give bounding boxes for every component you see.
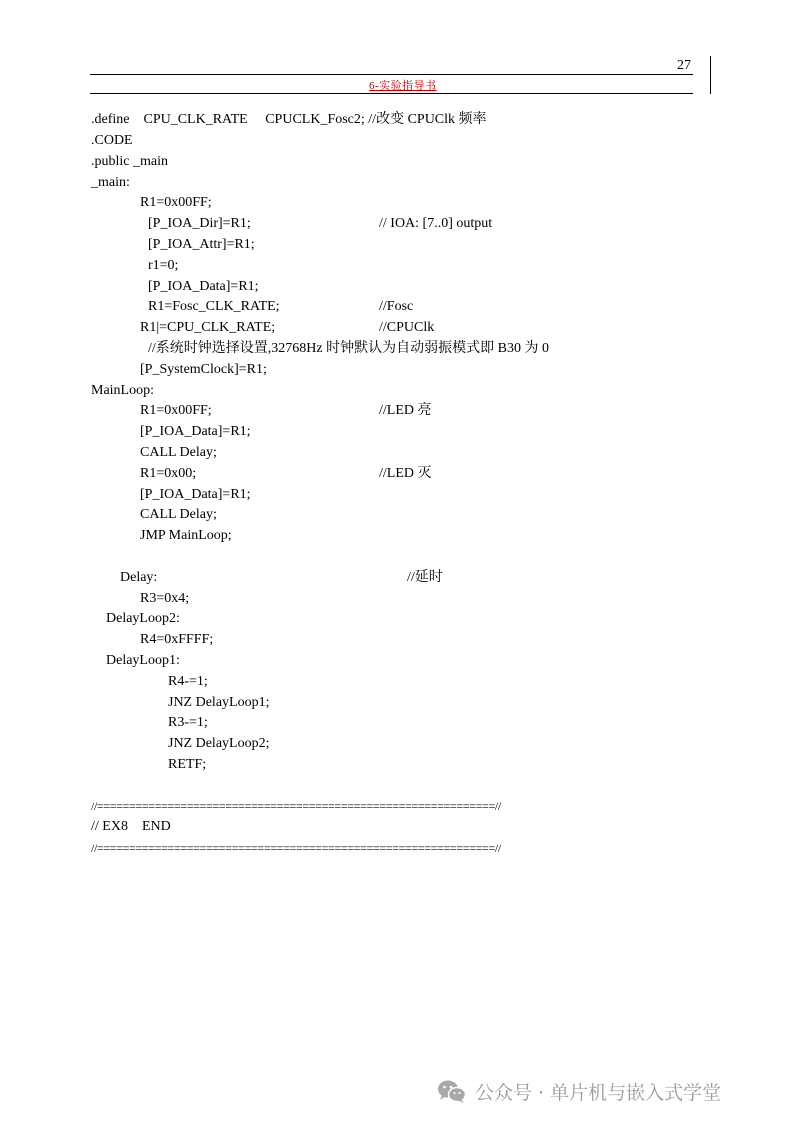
header-rule-bottom bbox=[90, 93, 693, 94]
code-comment: // IOA: [7..0] output bbox=[379, 216, 493, 231]
code-line: R1=0x00FF; bbox=[140, 195, 212, 210]
code-comment: //延时 bbox=[407, 570, 443, 585]
code-line: DelayLoop2: bbox=[106, 611, 180, 626]
code-line: R3=0x4; bbox=[140, 591, 190, 606]
code-comment: //LED 亮 bbox=[379, 403, 432, 418]
code-comment: //Fosc bbox=[379, 299, 414, 314]
code-line: [P_IOA_Attr]=R1; bbox=[148, 237, 255, 252]
code-line: JNZ DelayLoop1; bbox=[168, 695, 270, 710]
code-line: DelayLoop1: bbox=[106, 653, 180, 668]
watermark bbox=[437, 1078, 721, 1105]
code-line: .define CPU_CLK_RATE CPUCLK_Fosc2; //改变 CPUClk 频率 bbox=[91, 112, 487, 127]
code-line: RETF; bbox=[168, 757, 207, 772]
watermark-text: 公众号 · 单片机与嵌入式学堂 bbox=[475, 1082, 722, 1104]
code-line: R1=0x00FF; bbox=[140, 403, 212, 418]
code-line: R3-=1; bbox=[168, 715, 208, 730]
code-line: JNZ DelayLoop2; bbox=[168, 736, 270, 751]
code-line: R4=0xFFFF; bbox=[140, 632, 214, 647]
header-title: 6-实验指导书 bbox=[369, 80, 437, 92]
code-line: R1|=CPU_CLK_RATE; bbox=[140, 320, 276, 335]
code-comment: //LED 灭 bbox=[379, 466, 432, 481]
code-line: r1=0; bbox=[148, 258, 179, 273]
code-line: Delay: bbox=[120, 570, 158, 585]
separator-line: //==============================================================// bbox=[91, 841, 501, 855]
separator-line: //==============================================================// bbox=[91, 799, 501, 813]
code-line: MainLoop: bbox=[91, 383, 154, 398]
code-line: _main: bbox=[91, 175, 130, 190]
wechat-icon bbox=[437, 1079, 467, 1105]
code-line: JMP MainLoop; bbox=[140, 528, 232, 543]
code-line: .public _main bbox=[91, 154, 168, 169]
code-line: CALL Delay; bbox=[140, 445, 217, 460]
code-line: CALL Delay; bbox=[140, 507, 217, 522]
code-line: [P_IOA_Data]=R1; bbox=[140, 487, 251, 502]
code-line: [P_IOA_Data]=R1; bbox=[140, 424, 251, 439]
code-comment: //CPUClk bbox=[379, 320, 435, 335]
code-line: //系统时钟选择设置,32768Hz 时钟默认为自动弱振模式即 B30 为 0 bbox=[148, 341, 549, 356]
code-line: R1=Fosc_CLK_RATE; bbox=[148, 299, 280, 314]
code-line: [P_SystemClock]=R1; bbox=[140, 362, 267, 377]
code-line: R4-=1; bbox=[168, 674, 208, 689]
header-right-bar bbox=[710, 56, 711, 94]
code-line: [P_IOA_Dir]=R1; bbox=[148, 216, 251, 231]
code-line: .CODE bbox=[91, 133, 133, 148]
code-line: // EX8 END bbox=[91, 819, 171, 834]
code-line: R1=0x00; bbox=[140, 466, 197, 481]
header-rule-top bbox=[90, 74, 693, 75]
page-number: 27 bbox=[677, 58, 691, 73]
code-line: [P_IOA_Data]=R1; bbox=[148, 279, 259, 294]
